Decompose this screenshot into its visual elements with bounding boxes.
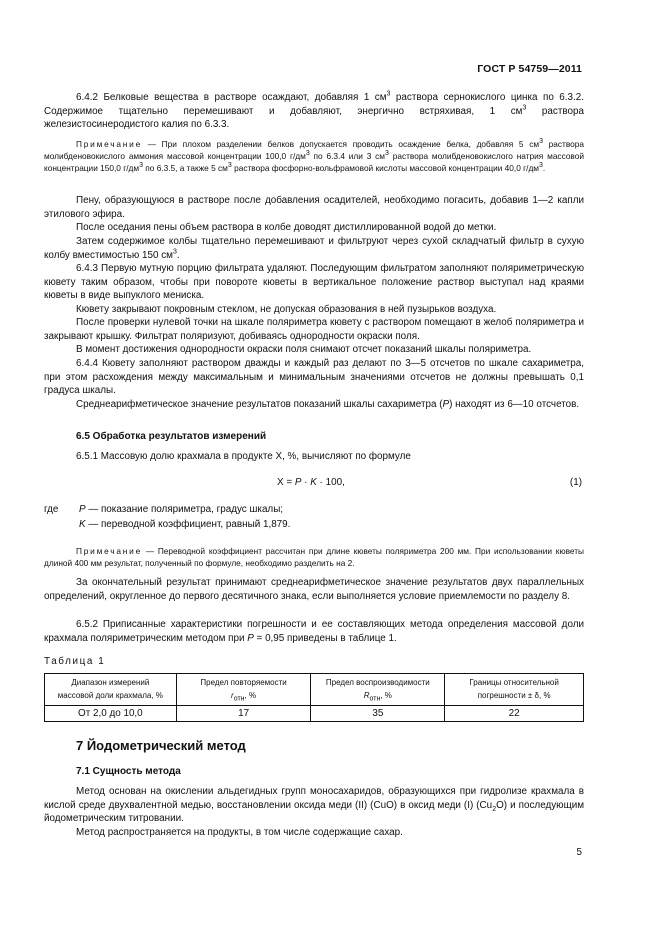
table-1 <box>44 673 584 722</box>
paragraph-foam-settle: После оседания пены объем раствора в колбе доводят дистиллированной водой до метки. <box>76 222 497 233</box>
paragraph-reading: В момент достижения однородности окраски поля снимают отсчет показаний шкалы поляриметра. <box>76 344 532 355</box>
paragraph-6-4-4: 6.4.4 Кювету заполняют раствором дважды и каждый раз делают по 3—5 отсчетов по шкале сахариметра, при этом расхождения между максимальным и минимальным значениями отсчетов не должны превышать 0,1 градуса шкалы. <box>44 358 584 397</box>
paragraph-7-1-scope: Метод распространяется на продукты, в том числе содержащие сахар. <box>76 827 403 838</box>
paragraph-filter: Затем содержимое колбы тщательно перемешивают и фильтруют через сухой складчатый фильтр в сухую колбу вместимостью 150 $см^3$. <box>44 236 584 261</box>
note-conversion-factor: Примечание — Переводной коэффициент рассчитан при длине кюветы поляриметра 200 мм. При использовании кюветы длиной 400 мм результат, полученный по формуле, необходимо разделить на 2. <box>44 546 584 569</box>
header-repeatability: Предел повторяемости $r_{отн}$, % <box>176 674 311 706</box>
page-number: 5 <box>576 847 582 858</box>
where-label: где <box>44 504 59 515</box>
cell-repeatability: 17 <box>176 706 311 722</box>
table-row <box>45 706 584 722</box>
note-protein-separation: Примечание — При плохом разделении белков допускается проводить осаждение белка, добавляя 5 $см^3$ раствора молибденовокислого аммония массовой концентрации 100,0 $г/дм^3$ по 6.3.4 или 3 $см^3$ раствора молибденовокислого натрия массовой концентрации 150,0 $г/дм^3$ по 6.3.5, а также 5 $см^3$ раствора фосфорно-вольфрамовой кислоты массовой концентрации 40,0 $г/дм^3$. <box>44 138 584 174</box>
table-1-caption: Таблица 1 <box>44 656 106 667</box>
where-P: P — показание поляриметра, градус шкалы; <box>79 504 284 515</box>
paragraph-7-1-principle: Метод основан на окислении альдегидных групп моносахаридов, образующихся при гидролизе крахмала в кислой среде двухвалентной медью, восстановлении оксида меди (II) (CuO) в оксид меди (I) $(Cu_2O)$ и последующим йодометрическим титровании. <box>44 786 585 825</box>
paragraph-cover-glass: Кювету закрывают покровным стеклом, не допуская образования в ней пузырьков воздуха. <box>76 304 497 315</box>
paragraph-6-4-3: 6.4.3 Первую мутную порцию фильтрата удаляют. Последующим фильтратом заполняют поляриметрическую кювету таким образом, чтобы при повороте кюветы в вертикальное положение раствор выступал над краями кюветы в виде выпуклого мениска. <box>44 263 584 302</box>
section-7-heading: 7 Йодометрический метод <box>76 738 246 753</box>
paragraph-6-5-2: 6.5.2 Приписанные характеристики погрешности и ее составляющих метода определения массовой доли крахмала поляриметрическим методом при P = 0,95 приведены в таблице 1. <box>44 619 584 644</box>
header-error-bounds: Границы относительной погрешности ± δ, % <box>445 674 584 706</box>
table-header-row <box>45 674 584 706</box>
paragraph-6-5-1: 6.5.1 Массовую долю крахмала в продукте X, %, вычисляют по формуле <box>76 451 411 462</box>
formula-number: (1) <box>569 477 582 488</box>
section-6-5-heading: 6.5 Обработка результатов измерений <box>76 431 267 442</box>
where-K: K — переводной коэффициент, равный 1,879. <box>79 519 291 530</box>
paragraph-foam: Пену, образующуюся в растворе после добавления осадителей, необходимо погасить, добавив 1—2 капли этилового эфира. <box>44 195 584 220</box>
paragraph-6-4-2: 6.4.2 Белковые вещества в растворе осаждают, добавляя 1 $см^3$ раствора сернокислого цинка по 6.3.2. Содержимое тщательно перемешивают и добавляют, энергично встряхивая, 1 $см^3$ раствора железистосинеродистого калия по 6.3.3. <box>44 90 585 131</box>
cell-error-bounds: 22 <box>445 706 584 722</box>
paragraph-mean: Среднеарифметическое значение результатов показаний шкалы сахариметра (P) находят из 6—10 отсчетов. <box>76 399 580 410</box>
section-7-1-heading: 7.1 Сущность метода <box>76 766 181 777</box>
header-range: Диапазон измерений массовой доли крахмала, % <box>45 674 177 706</box>
paragraph-zero-point: После проверки нулевой точки на шкале поляриметра кювету с раствором помещают в желоб поляриметра и закрывают крышку. Фильтрат поляризуют, добиваясь однородности окраски поля. <box>44 317 584 342</box>
formula-1: X = P · K · 100, <box>277 477 345 488</box>
standard-header: ГОСТ Р 54759—2011 <box>477 63 582 75</box>
paragraph-final-result: За окончательный результат принимают среднеарифметическое значение результатов двух параллельных определений, округленное до первого десятичного знака, если выполняется условие приемлемости по разделу 8. <box>44 577 584 602</box>
cell-reproducibility: 35 <box>311 706 445 722</box>
cell-range: От 2,0 до 10,0 <box>45 706 177 722</box>
header-reproducibility: Предел воспроизводимости $R_{отн}$, % <box>311 674 445 706</box>
